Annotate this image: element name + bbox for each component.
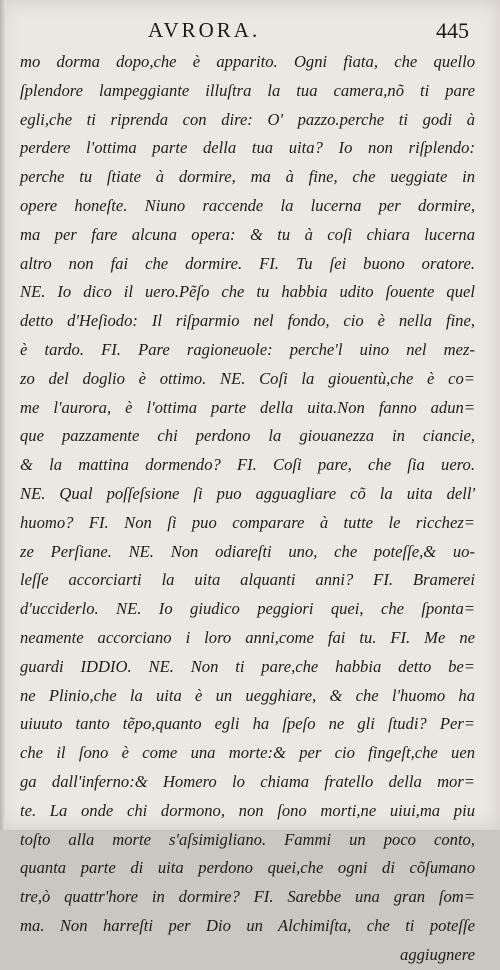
text-line: leſſe accorciarti la uita alquanti anni? FI. Bramerei [20,570,475,590]
text-line: che il ſono è come una morte:& per cio fingeſt,che uen [20,743,475,763]
text-line: te. La onde chi dormono, non ſono morti,ne uiui,ma piu [20,800,475,820]
text-line: quanta parte di uita perdono quei,che ogni di cõſumano [20,858,475,878]
text-line: ma. Non harreſti per Dio un Alchimiſta, che ti poteſſe [20,915,475,935]
text-line: è tardo. FI. Pare ragioneuole: perche'l uino nel mez- [20,339,475,359]
text-line: me l'aurora, è l'ottima parte della uita.Non fanno adun= [20,397,475,417]
text-line: ze Perſiane. NE. Non odiareſti uno, che poteſſe,& uo- [20,541,475,561]
text-line: zo del doglio è ottimo. NE. Coſi la giouentù,che è co= [20,368,475,388]
text-line: huomo? FI. Non ſi puo comparare à tutte le ricchez= [20,512,475,532]
page-gutter-shadow [0,0,6,830]
text-line: ne Plinio,che la uita è un uegghiare, & che l'huomo ha [20,685,475,705]
text-line: NE. Io dico il uero.Pẽſo che tu habbia udito ſouente quel [20,282,475,302]
catchword: aggiugnere [400,944,475,964]
text-line: mo dorma dopo,che è apparito. Ogni fiata, che quello [20,52,475,71]
body-text [20,48,475,970]
text-line: toſto alla morte s'aſsimigliano. Fammi un poco conto, [20,829,475,849]
text-line: detto d'Heſiodo: Il riſparmio nel fondo, cio è nella fine, [20,311,475,331]
running-title: AVRORA. [148,18,261,42]
text-line: & la mattina dormendo? FI. Coſi pare, che ſia uero. [20,455,475,475]
text-line: ma per fare alcuna opera: & tu à coſi chiara lucerna [20,224,475,244]
text-line: tre,ò quattr'hore in dormire? FI. Sarebbe una gran ſom= [20,887,475,907]
text-line: guardi IDDIO. NE. Non ti pare,che habbia detto be= [20,656,475,676]
text-line: egli,che ti riprenda con dire: O' pazzo.perche ti godi à [20,109,475,129]
text-line: perdere l'ottima parte della tua uita? Io non riſplendo: [20,138,475,158]
text-line: perche tu ſtiate à dormire, ma à fine, che ueggiate in [20,167,475,187]
text-line: opere honeſte. Niuno raccende la lucerna per dormire, [20,195,475,215]
text-line: uiuuto tanto tẽpo,quanto egli ha ſpeſo ne gli ſtudi? Per= [20,714,475,734]
text-line: d'ucciderlo. NE. Io giudico peggiori quei, che ſponta= [20,599,475,619]
text-line: ga dall'inferno:& Homero lo chiama fratello della mor= [20,771,475,791]
page-number: 445 [436,18,469,43]
text-line: ſplendore lampeggiante illuſtra la tua camera,nõ ti pare [20,80,475,100]
page-header [0,18,500,46]
text-line: neamente accorciano i loro anni,come fai tu. FI. Me ne [20,627,475,647]
text-line: altro non fai che dormire. FI. Tu ſei buono oratore. [20,253,475,273]
text-line: que pazzamente chi perdono la giouanezza in ciancie, [20,426,475,446]
text-line: NE. Qual poſſeſsione ſi puo agguagliare cõ la uita dell' [20,483,475,503]
